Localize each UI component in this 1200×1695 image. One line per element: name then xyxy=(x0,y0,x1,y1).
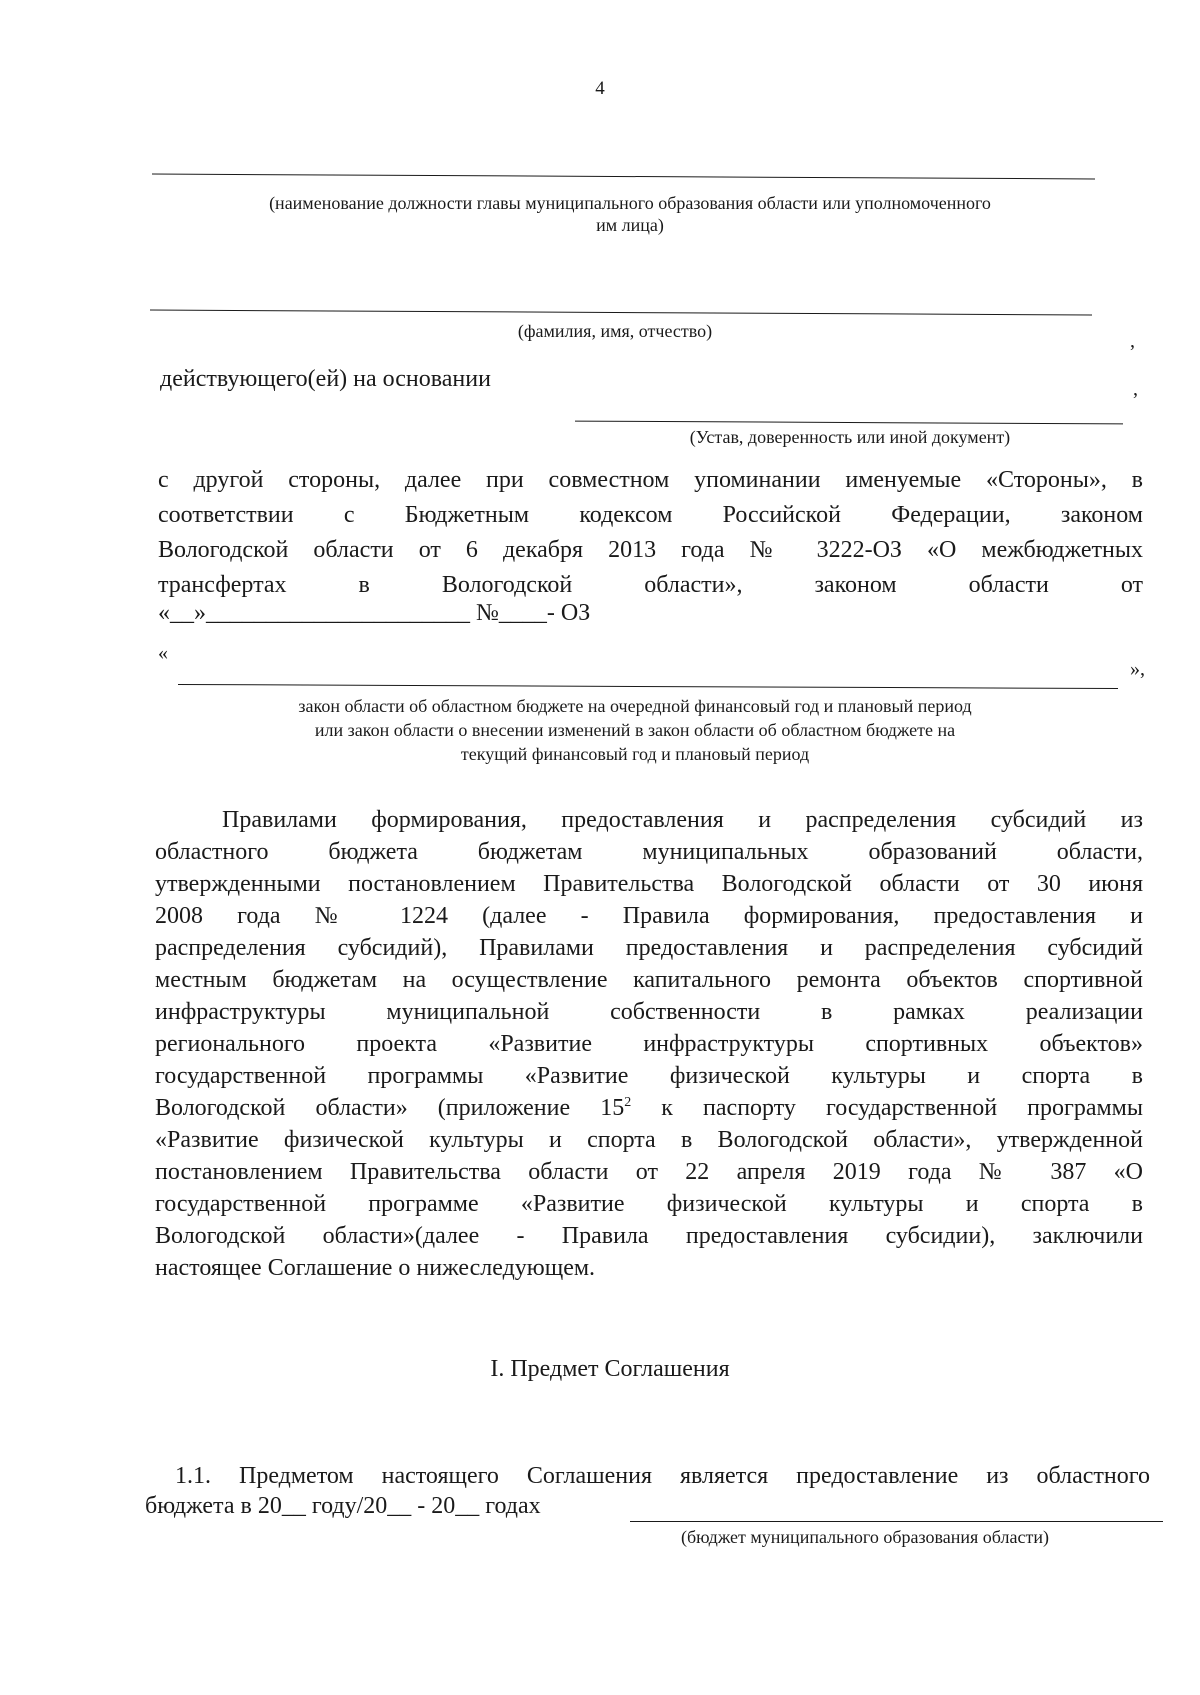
caption-head-position xyxy=(150,192,1110,236)
close-quote-mark: », xyxy=(1130,658,1145,680)
para2-line-6: местным бюджетам на осуществление капитального ремонта объектов спортивной xyxy=(155,967,1143,993)
para2-line-4: 2008 года № 1224 (далее - Правила формирования, предоставления и xyxy=(155,903,1143,929)
law-reference-line: «__»______________________ №____- ОЗ xyxy=(158,600,591,626)
para1-line-1: с другой стороны, далее при совместном упоминании именуемые «Стороны», в xyxy=(158,467,1143,493)
caption-budget-law xyxy=(150,694,1120,766)
para2-line-7: инфраструктуры муниципальной собственности в рамках реализации xyxy=(155,999,1143,1025)
para2-line-12: постановлением Правительства области от 22 апреля 2019 года № 387 «О xyxy=(155,1159,1143,1185)
comma-mark-2: , xyxy=(1133,378,1138,400)
annex-text-post: к паспорту государственной программы xyxy=(631,1095,1143,1121)
para1-line-4: трансфертах в Вологодской области», законом области от xyxy=(158,572,1143,598)
para2-line-3: утвержденными постановлением Правительства Вологодской области от 30 июня xyxy=(155,871,1143,897)
caption-budget-mo: (бюджет муниципального образования области) xyxy=(681,1527,1049,1547)
para2-line-9: государственной программы «Развитие физической культуры и спорта в xyxy=(155,1063,1143,1089)
blank-line-budget-law xyxy=(178,684,1118,689)
para1-line-2: соответствии с Бюджетным кодексом Российской Федерации, законом xyxy=(158,502,1143,528)
annex-text-pre: Вологодской области» (приложение 15 xyxy=(155,1095,625,1121)
caption-full-name: (фамилия, имя, отчество) xyxy=(517,321,713,341)
caption-budget-law-line3: текущий финансовый год и плановый период xyxy=(460,744,810,764)
comma-mark-1: , xyxy=(1130,330,1135,352)
clause-1-1-line-2: бюджета в 20__ году/20__ - 20__ годах xyxy=(145,1493,541,1519)
para2-line-14: Вологодской области»(далее - Правила предоставления субсидии), заключили xyxy=(155,1223,1143,1249)
caption-budget-law-line1: закон области об областном бюджете на очередной финансовый год и плановый период xyxy=(298,696,972,716)
blank-line-head-position xyxy=(152,174,1095,180)
caption-budget-law-line2: или закон области о внесении изменений в закон области об областном бюджете на xyxy=(314,720,956,740)
para2-line-15: настоящее Соглашение о нижеследующем. xyxy=(155,1255,596,1281)
caption-basis-document: (Устав, доверенность или иной документ) xyxy=(689,427,1011,447)
caption-head-position-line2: им лица) xyxy=(596,215,664,235)
annex-superscript: 2 xyxy=(624,1095,632,1110)
para2-line-2: областного бюджета бюджетам муниципальных образований области, xyxy=(155,839,1143,865)
para2-line-1: Правилами формирования, предоставления и распределения субсидий из xyxy=(222,807,1143,833)
blank-line-full-name xyxy=(150,310,1092,316)
caption-head-position-line1: (наименование должности главы муниципального образования области или уполномоченного xyxy=(269,193,991,213)
blank-line-basis-document xyxy=(575,421,1123,425)
acting-basis-text: действующего(ей) на основании xyxy=(160,366,491,392)
blank-line-budget-mo xyxy=(630,1521,1163,1522)
page-number: 4 xyxy=(595,78,605,99)
para2-line-11: «Развитие физической культуры и спорта в Вологодской области», утвержденной xyxy=(155,1127,1143,1153)
clause-1-1-line-1: 1.1. Предметом настоящего Соглашения является предоставление из областного xyxy=(175,1463,1150,1489)
para1-line-3: Вологодской области от 6 декабря 2013 года № 3222-ОЗ «О межбюджетных xyxy=(158,537,1143,563)
section-heading: I. Предмет Соглашения xyxy=(490,1356,730,1382)
para2-line-13: государственной программе «Развитие физической культуры и спорта в xyxy=(155,1191,1143,1217)
para2-line-8: регионального проекта «Развитие инфраструктуры спортивных объектов» xyxy=(155,1031,1143,1057)
para2-line-10 xyxy=(155,1095,1143,1122)
open-quote-mark: « xyxy=(158,642,168,664)
para2-line-5: распределения субсидий), Правилами предоставления и распределения субсидий xyxy=(155,935,1143,961)
